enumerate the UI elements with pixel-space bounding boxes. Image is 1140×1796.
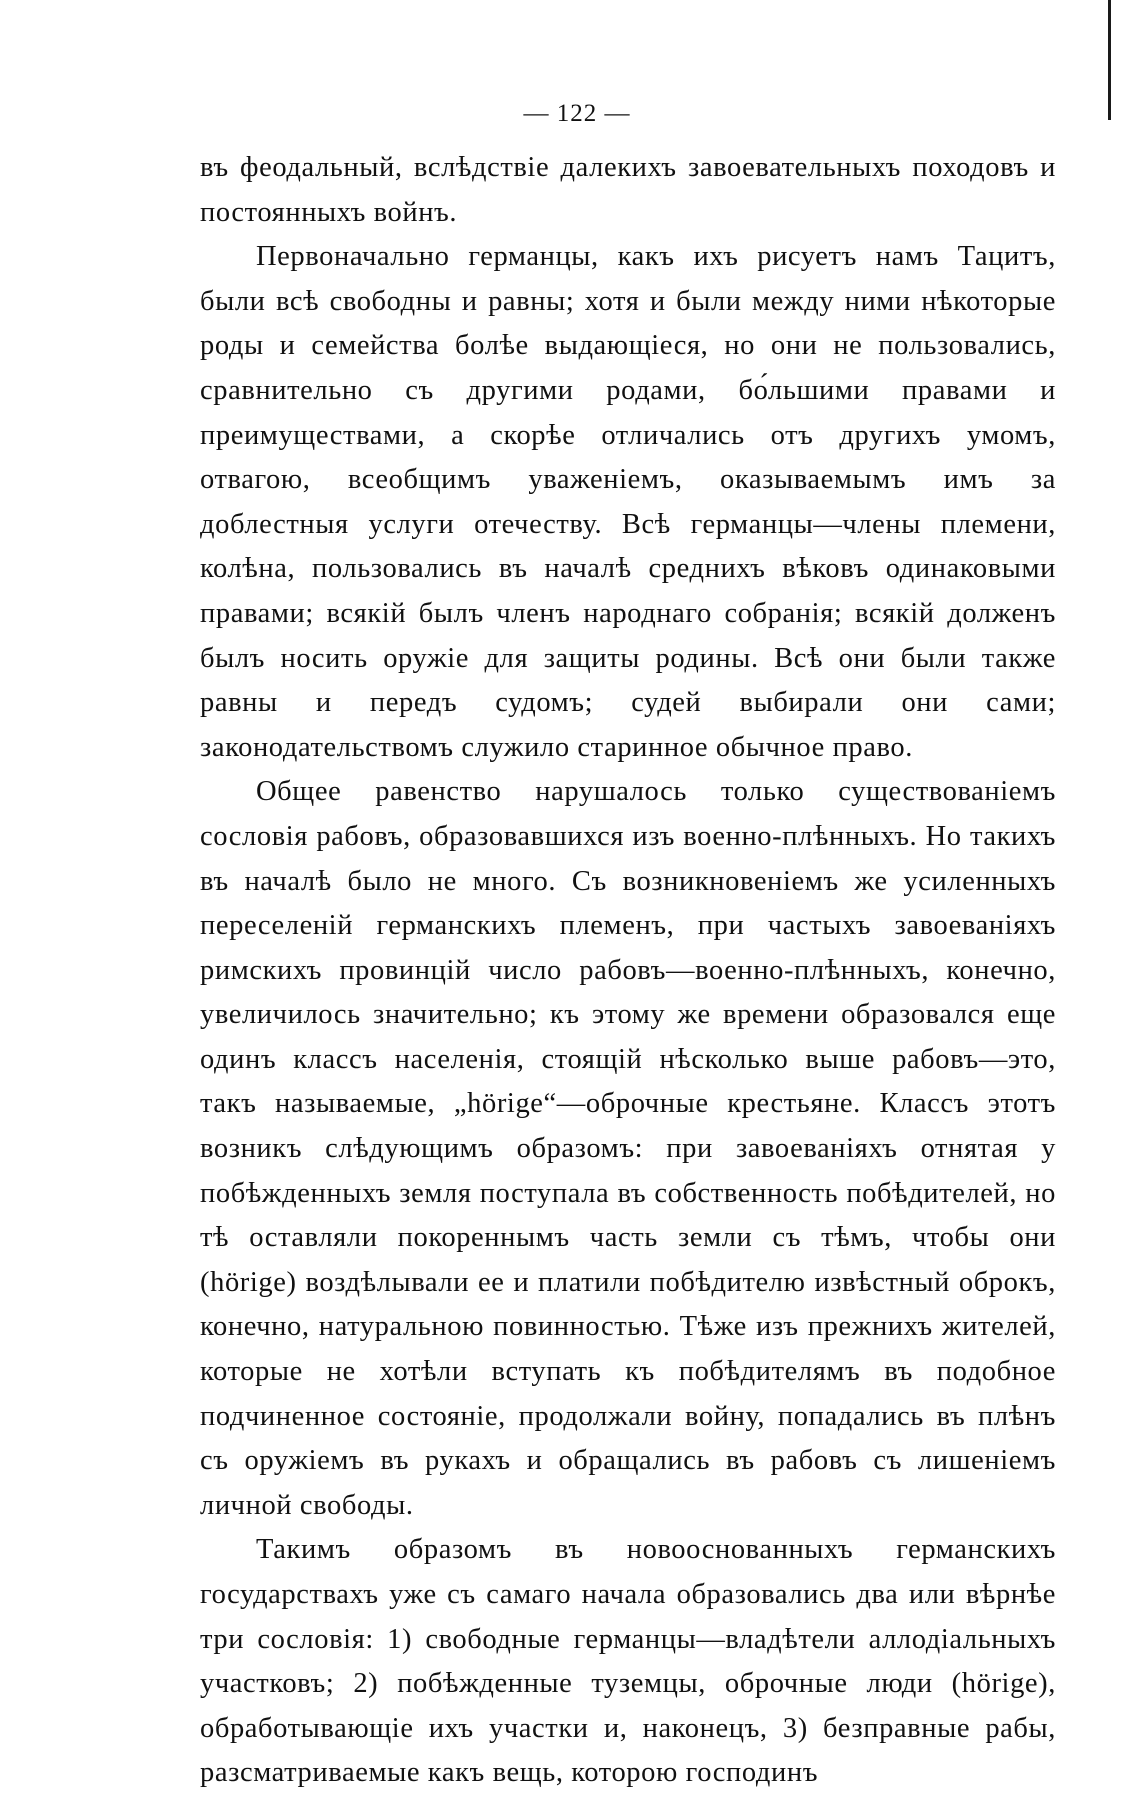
body-text (200, 146, 1056, 1796)
page-number: — 122 — (523, 100, 631, 127)
paragraph-germans-equality: Первоначально германцы, какъ ихъ рисуетъ намъ Тацитъ, были всѣ свободны и равны; хотя и были между ними нѣкоторые роды и семейства болѣе выдающіеся, но они не пользовались, сравнительно съ другими родами, бо́льшими правами и преимуществами, а скорѣе отличались отъ другихъ умомъ, отвагою, всеобщимъ уваженіемъ, оказываемымъ имъ за доблестныя услуги отечеству. Всѣ германцы—члены племени, колѣна, пользовались въ началѣ среднихъ вѣковъ одинаковыми правами; всякій былъ членъ народнаго собранія; всякій долженъ былъ носить оружіе для защиты родины. Всѣ они были также равны и передъ судомъ; судей выбирали они сами; законодательствомъ служило старинное обычное право. (200, 241, 1056, 763)
paragraph-continuation: въ феодальный, вслѣдствіе далекихъ завоевательныхъ походовъ и постоянныхъ войнъ. (200, 152, 1056, 228)
paragraph-three-estates: Такимъ образомъ въ новооснованныхъ германскихъ государствахъ уже съ самаго начала образовались два или вѣрнѣе три сословія: 1) свободные германцы—владѣтели аллодіальныхъ участковъ; 2) побѣжденные туземцы, оброчные люди (hörige), обработывающіе ихъ участки и, наконецъ, 3) безправные рабы, разсматриваемые какъ вещь, которою господинъ (200, 1534, 1056, 1789)
paragraph-slaves-estate: Общее равенство нарушалось только существованіемъ сословія рабовъ, образовавшихся изъ военно-плѣнныхъ. Но такихъ въ началѣ было не много. Съ возникновеніемъ же усиленныхъ переселеній германскихъ племенъ, при частыхъ завоеваніяхъ римскихъ провинцій число рабовъ—военно-плѣнныхъ, конечно, увеличилось значительно; къ этому же времени образовался еще одинъ классъ населенія, стоящій нѣсколько выше рабовъ—это, такъ называемые, „hörige“—оброчные крестьяне. Классъ этотъ возникъ слѣдующимъ образомъ: при завоеваніяхъ отнятая у побѣжденныхъ земля поступала въ собственность побѣдителей, но тѣ оставляли покореннымъ часть земли съ тѣмъ, чтобы они (hörige) воздѣлывали ее и платили побѣдителю извѣстный оброкъ, конечно, натуральною повинностью. Тѣже изъ прежнихъ жителей, которые не хотѣли вступать къ побѣдителямъ въ подобное подчиненное состояніе, продолжали войну, попадались въ плѣнъ съ оружіемъ въ рукахъ и обращались въ рабовъ съ лишеніемъ личной свободы. (200, 776, 1056, 1521)
